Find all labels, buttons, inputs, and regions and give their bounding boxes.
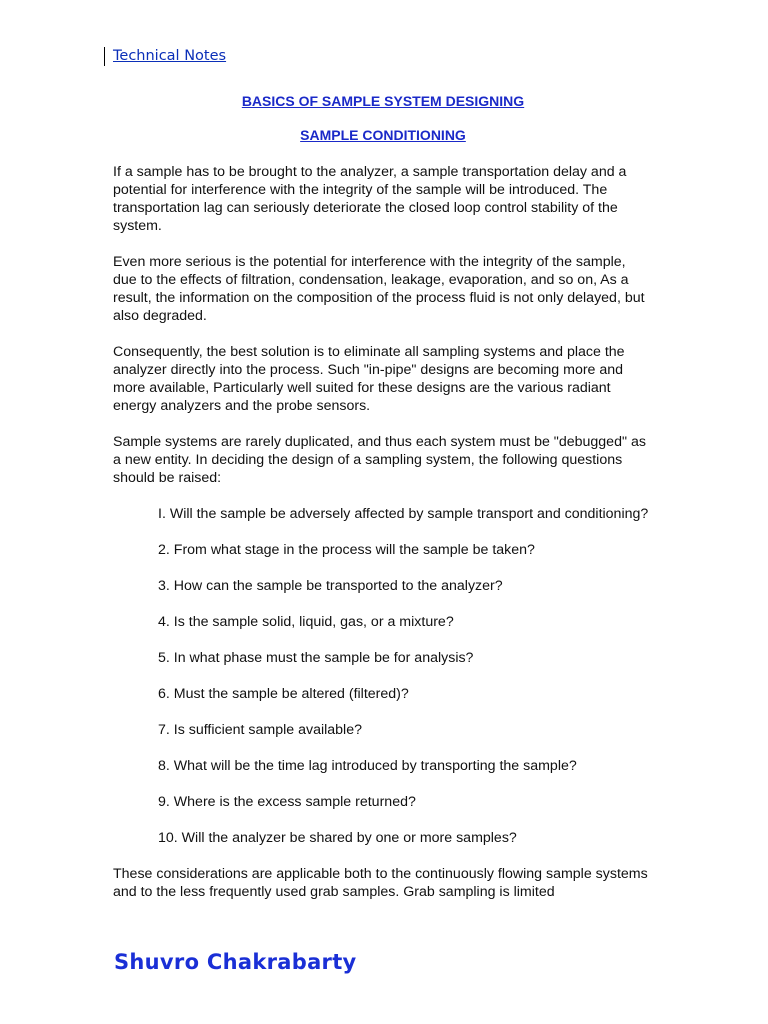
paragraph-4: Sample systems are rarely duplicated, and thus each system must be "debugged" as a new entity. In deciding the design of a sampling system, the following questions should be raised: (113, 434, 646, 486)
question-item: 6. Must the sample be altered (filtered)? (158, 686, 409, 702)
question-item: 9. Where is the excess sample returned? (158, 794, 416, 810)
question-item: 10. Will the analyzer be shared by one or more samples? (158, 830, 517, 846)
question-item: 8. What will be the time lag introduced by transporting the sample? (158, 758, 577, 774)
question-item: 4. Is the sample solid, liquid, gas, or a mixture? (158, 614, 454, 630)
paragraph-1: If a sample has to be brought to the analyzer, a sample transportation delay and a potential for interference with the integrity of the sample will be introduced. The transportation lag can seriously deteriorate the closed loop control stability of the system. (113, 164, 627, 234)
header-divider (104, 47, 105, 66)
paragraph-2: Even more serious is the potential for interference with the integrity of the sample, due to the effects of filtration, condensation, leakage, evaporation, and so on, As a result, the information on the composition of the process fluid is not only delayed, but also degraded. (113, 254, 645, 324)
question-item: 5. In what phase must the sample be for analysis? (158, 650, 474, 666)
document-title: BASICS OF SAMPLE SYSTEM DESIGNING (241, 93, 525, 109)
document-subtitle: SAMPLE CONDITIONING (300, 127, 466, 143)
question-item: 2. From what stage in the process will the sample be taken? (158, 542, 535, 558)
document-body (113, 92, 653, 901)
header-bar (104, 46, 226, 66)
paragraph-3: Consequently, the best solution is to eliminate all sampling systems and place the analyzer directly into the process. Such "in-pipe" designs are becoming more and more available, Particularly well suited for these designs are the various radiant energy analyzers and the probe sensors. (113, 344, 625, 414)
closing-paragraph: These considerations are applicable both to the continuously flowing sample systems and to the less frequently used grab samples. Grab sampling is limited (113, 866, 648, 900)
question-item: I. Will the sample be adversely affected by sample transport and conditioning? (158, 506, 649, 522)
question-list (158, 505, 653, 847)
technical-notes-link[interactable]: Technical Notes (113, 48, 227, 64)
question-item: 7. Is sufficient sample available? (158, 722, 362, 738)
author-name: Shuvro Chakrabarty (114, 950, 357, 974)
question-item: 3. How can the sample be transported to the analyzer? (158, 578, 503, 594)
